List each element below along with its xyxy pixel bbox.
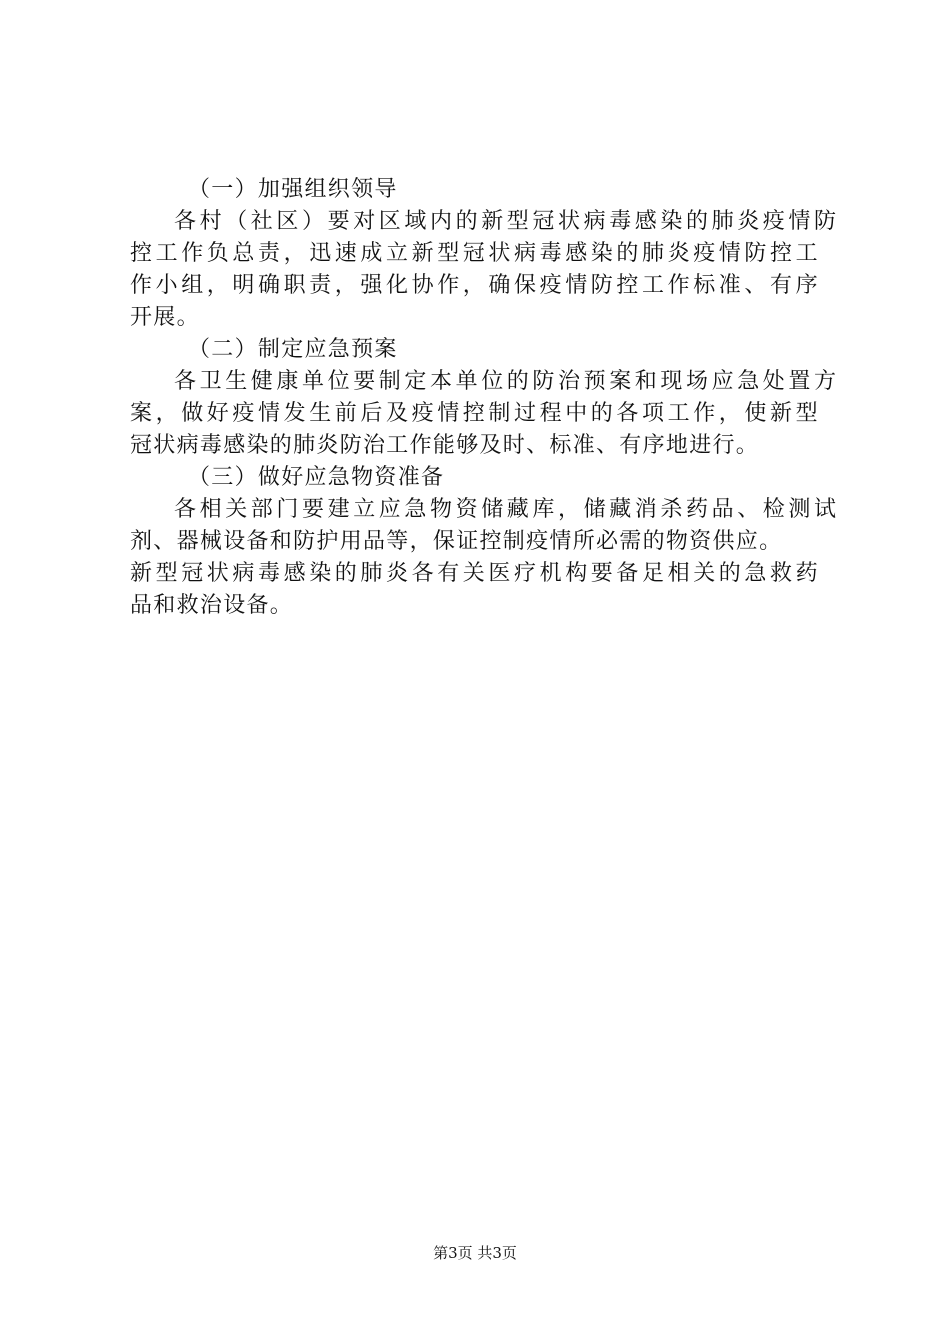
paragraph-1-line-2: 控工作负总责，迅速成立新型冠状病毒感染的肺炎疫情防控工 (130, 241, 822, 266)
section-heading-3: （三）做好应急物资准备 (188, 465, 445, 490)
paragraph-3-line-4: 品和救治设备。 (130, 593, 294, 618)
paragraph-3-line-2: 剂、器械设备和防护用品等，保证控制疫情所必需的物资供应。 (130, 529, 783, 554)
paragraph-2-line-1: 各卫生健康单位要制定本单位的防治预案和现场应急处置方 (174, 369, 840, 394)
document-body (130, 174, 840, 622)
page-number-footer: 第3页 共3页 (433, 1244, 517, 1262)
paragraph-1-line-1: 各村（社区）要对区域内的新型冠状病毒感染的肺炎疫情防 (174, 209, 840, 234)
section-heading-1: （一）加强组织领导 (188, 177, 398, 202)
section-heading-2: （二）制定应急预案 (188, 337, 398, 362)
paragraph-1-line-4: 开展。 (130, 305, 200, 330)
paragraph-3-line-1: 各相关部门要建立应急物资储藏库，储藏消杀药品、检测试 (174, 497, 840, 522)
paragraph-2-line-3: 冠状病毒感染的肺炎防治工作能够及时、标准、有序地进行。 (130, 433, 760, 458)
paragraph-2-line-2: 案，做好疫情发生前后及疫情控制过程中的各项工作，使新型 (130, 401, 822, 426)
paragraph-1-line-3: 作小组，明确职责，强化协作，确保疫情防控工作标准、有序 (130, 273, 822, 298)
paragraph-3-line-3: 新型冠状病毒感染的肺炎各有关医疗机构要备足相关的急救药 (130, 561, 822, 586)
